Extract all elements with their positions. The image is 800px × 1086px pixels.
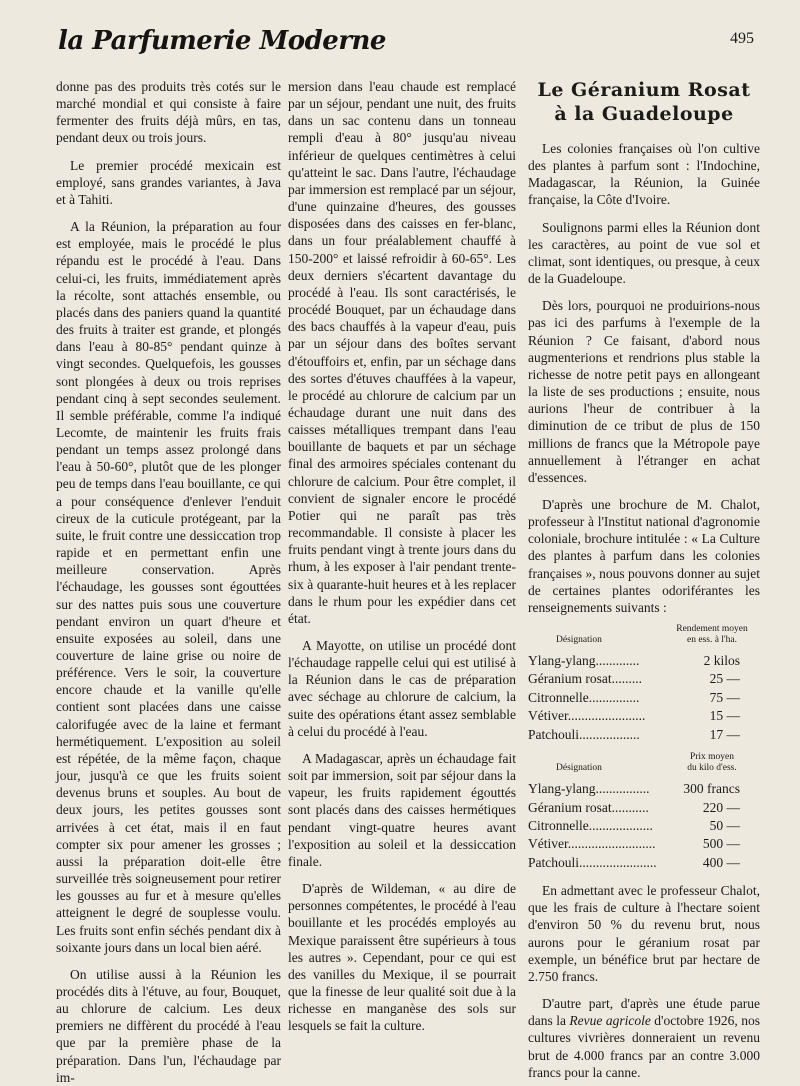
paragraph: D'après de Wildeman, « au dire de personnes compétentes, le procédé à l'eau bouillante et les procédés employés au Mexique paraissent être supérieurs à tous les autres ». Cependant, pour ce qui est des vanilles du Mexique, il se pourrait que la finesse de leur qualité soit due à la richesse en manganèse des sols sur lesquels se fait la culture. xyxy=(288,881,516,1034)
paragraph: Les colonies françaises où l'on cultive des plantes à parfum sont : l'Indochine, Madagascar, la Réunion, la Guinée française, la Côte d'Ivoire. xyxy=(528,141,760,208)
paragraph: A la Réunion, la préparation au four est employée, mais le procédé le plus répandu est le procédé à l'eau. Dans celui-ci, les fruits, immédiatement après la récolte, sont attachés ensemble, ou placés dans des paniers quand la quantité des fruits à traiter est grande, et plongés dans l'eau à 80-85° pendant quinze à vingt secondes. Quelquefois, les gousses sont plongées à deux ou trois reprises pendant cinq à sept secondes seulement. Il semble préférable, comme l'a indiqué Lecomte, de maintenir les fruits frais pendant un temps assez prolongé dans l'eau à 50-60°, plutôt que de les plonger peu de temps dans l'eau bouillante, ce qui a pour conséquence d'enlever l'enduit cireux de la cuticule protégeant, par la suite, le fruit contre une dessiccation trop rapide et en permettant enfin une meilleure conservation. Après l'échaudage, les gousses sont égouttées sur des nattes puis sous une couverture pendant environ un quart d'heure et ensuite exposées au soleil, dans une couverture de laine grise ou noire de préférence. Vers le soir, la couverture encore chaude et la vanille qu'elle contient sont placées dans une caisse calorifugée avec de la laine et fermant hermétiquement. L'exposition au soleil est répétée, de la même façon, chaque jour, jusqu'à ce que les fruits soient devenus bruns et souples. Au bout de deux jours, les petites gousses sont arrivées à cet état, mais il en faut compter six pour amener les grosses ; aussi la préparation doit-elle être surveillée très soigneusement pour retirer les gousses au fur et à mesure qu'elles atteignent le degré de souplesse voulu. Les fruits sont enfin séchés pendant dix à soixante jours dans un local bien aéré. xyxy=(56,219,281,955)
yield-table xyxy=(528,624,760,744)
table-unit-line: Prix moyen xyxy=(689,752,735,763)
table-cell-value: 50 — xyxy=(709,817,740,833)
table-cell-name: Vétiver....................... xyxy=(528,708,646,724)
table-cell-value: 25 — xyxy=(709,671,740,687)
table-unit-line: Rendement moyen xyxy=(676,624,748,635)
table-column-label: Désignation xyxy=(556,763,602,774)
table-cell-name: Vétiver.......................... xyxy=(528,836,656,852)
table-row xyxy=(528,780,760,798)
text-run: D'autre part, d'après une étude parue dans la xyxy=(528,996,760,1029)
paragraph: donne pas des produits très cotés sur le marché mondial et qui consiste à faire fermenter des fruits déjà mûrs, en tas, pendant deux ou trois jours. xyxy=(56,79,281,146)
table-cell-value: 300 francs xyxy=(683,781,740,797)
article-title xyxy=(528,78,760,126)
table-row xyxy=(528,689,760,707)
paragraph xyxy=(528,995,760,1081)
article-title-line: Le Géranium Rosat xyxy=(537,79,751,101)
table-row xyxy=(528,799,760,817)
table-cell-value: 500 — xyxy=(702,836,740,852)
paragraph: Soulignons parmi elles la Réunion dont les caractères, au point de vue sol et climat, sont identiques, ou presque, à ceux de la Guadeloupe. xyxy=(528,219,760,287)
table-cell-name: Géranium rosat......... xyxy=(528,671,642,687)
paragraph: On utilise aussi à la Réunion les procédés dits à l'étuve, au four, Bouquet, au chlorure de calcium. Les deux premiers ne diffèrent du procédé à l'eau que par la première phase de la préparation. Dans l'un, l'échaudage par im- xyxy=(56,966,281,1085)
text-run: d'octobre 1926, nos cultures vivrières donneraient un revenu brut de 4.000 francs par an contre 3.000 francs pour la canne. xyxy=(528,1013,760,1080)
table-header xyxy=(528,752,760,774)
table-cell-value: 17 — xyxy=(709,726,740,742)
paragraph: Dès lors, pourquoi ne produirions-nous pas ici des parfums à l'exemple de la Réunion ? Ce faisant, d'abord nous augmenterions et rendrions plus stable la richesse de notre petit pays en allongeant la liste de ses productions ; ensuite, nous aurions l'heur de contribuer à la diminution de ce tribut de plus de 150 millions de francs que la Métropole paye annuellement à l'étranger en achat d'essences. xyxy=(528,298,760,485)
table-cell-value: 2 kilos xyxy=(703,653,740,669)
table-row xyxy=(528,707,760,725)
journal-title: Revue agricole xyxy=(569,1013,651,1029)
table-row xyxy=(528,835,760,853)
table-unit-label xyxy=(664,752,760,774)
table-unit-label xyxy=(664,624,760,646)
table-cell-name: Patchouli.................. xyxy=(528,726,640,742)
table-row xyxy=(528,817,760,835)
table-cell-name: Citronnelle............... xyxy=(528,689,640,705)
table-unit-line: en ess. à l'ha. xyxy=(687,635,737,646)
table-column-label: Désignation xyxy=(556,635,602,646)
table-row xyxy=(528,854,760,872)
table-row xyxy=(528,670,760,688)
table-cell-name: Géranium rosat........... xyxy=(528,799,649,815)
table-cell-value: 400 — xyxy=(702,854,740,870)
article-title-line: à la Guadeloupe xyxy=(554,103,734,125)
price-table xyxy=(528,752,760,872)
paragraph: mersion dans l'eau chaude est remplacé par un séjour, pendant une nuit, des fruits dans un sac contenu dans un tonneau rempli d'eau à 80° jusqu'au niveau inférieur de quelques centimètres à celui qu'atteint le sac. Dans l'autre, l'échaudage par immersion est remplacé par un séjour, d'une quinzaine d'heures, des gousses disposées dans des caisses en fer-blanc, dans un four préalablement chauffé à 150-200° et laissé refroidir à 60-65°. Les deux derniers s'écartent davantage du procédé à l'eau. Ils sont caractérisés, le procédé Bouquet, par un échaudage dans des bacs chauffés à la vapeur d'eau, puis par un séjour dans des boîtes servant d'étouffoirs et, enfin, par un séchage dans des sortes d'étuves chauffées à la vapeur, le procédé au chlorure de calcium par un échaudage durant une nuit dans des caisses métalliques trempant dans l'eau bouillante de baquets et par un séchage final des armoires spéciales contenant du chlorure de calcium. Pour être complet, il convient de signaler encore le procédé Potier qui ne paraît pas très recommandable. Il consiste à placer les fruits pendant vingt à trente jours dans du rhum, à les exposer à l'air pendant trente-six à quarante-huit heures et à les replacer dans le rhum pour les expédier dans cet état. xyxy=(288,79,516,626)
paragraph: Le premier procédé mexicain est employé, sans grandes variantes, à Java et à Tahiti. xyxy=(56,157,281,207)
paragraph: En admettant avec le professeur Chalot, que les frais de culture à l'hectare soient d'environ 50 % du revenu brut, nous aurons pour le géranium rosat par exemple, un bénéfice brut par hectare de 2.750 francs. xyxy=(528,883,760,984)
page-number: 495 xyxy=(730,30,754,47)
table-row xyxy=(528,726,760,744)
table-cell-name: Citronnelle................... xyxy=(528,817,653,833)
table-cell-name: Patchouli....................... xyxy=(528,854,657,870)
column-1 xyxy=(56,78,281,1085)
column-3 xyxy=(528,78,760,1080)
table-cell-name: Ylang-ylang............. xyxy=(528,653,640,669)
table-cell-value: 75 — xyxy=(709,689,740,705)
paragraph: D'après une brochure de M. Chalot, professeur à l'Institut national d'agronomie coloniale, brochure intitulée : « La Culture des plantes à parfum dans les colonies françaises », nous pouvons donner au sujet de certaines plantes odoriférantes les renseignements suivants : xyxy=(528,496,760,615)
table-cell-value: 220 — xyxy=(702,799,740,815)
table-unit-line: du kilo d'ess. xyxy=(687,763,737,774)
paragraph: A Madagascar, après un échaudage fait soit par immersion, soit par séjour dans la vapeur, les fruits rapidement égouttés sont placés dans des caisses hermétiques pendant vingt-quatre heures avant l'exposition au soleil et la dessiccation finale. xyxy=(288,750,516,869)
table-header xyxy=(528,624,760,646)
table-row xyxy=(528,652,760,670)
masthead: la Parfumerie Moderne xyxy=(58,26,386,56)
table-cell-name: Ylang-ylang................ xyxy=(528,781,650,797)
table-cell-value: 15 — xyxy=(709,708,740,724)
column-2 xyxy=(288,78,516,1034)
paragraph: A Mayotte, on utilise un procédé dont l'échaudage rappelle celui qui est utilisé à la Réunion dans le cas de préparation avec séchage au chlorure de calcium, la suite des opérations étant assez semblable à celui du procédé à l'eau. xyxy=(288,638,516,739)
page-header xyxy=(58,26,754,66)
